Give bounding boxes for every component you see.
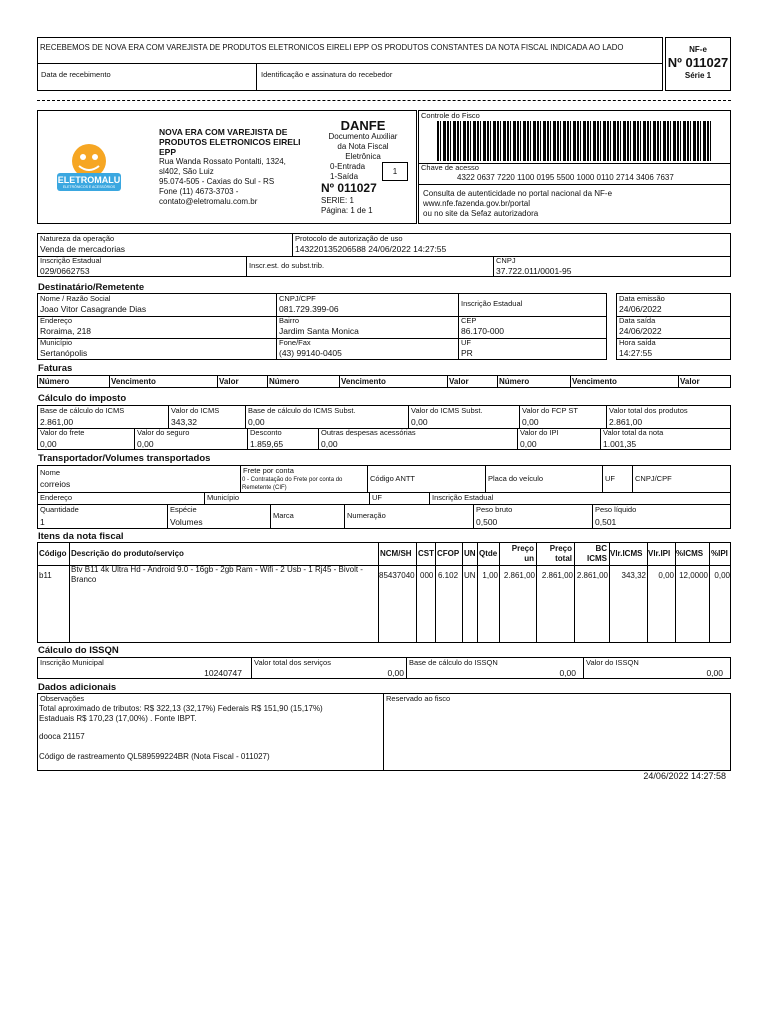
ipi-label: Valor do IPI	[520, 428, 559, 437]
nat-value: Venda de mercadorias	[40, 244, 126, 254]
emitter-box	[37, 110, 417, 224]
fat-col-5: Valor	[449, 377, 469, 386]
h-bc2: ICMS	[587, 554, 607, 563]
danfe-sub3: Eletrônica	[345, 152, 381, 161]
company-addr2: sl402, São Luiz	[159, 167, 214, 176]
t-frete-label: Frete por conta	[243, 466, 294, 475]
outras-label: Outras despesas acessórias	[321, 428, 416, 437]
company-email: contato@eletromalu.com.br	[159, 197, 258, 206]
consult-line2: www.nfe.fazenda.gov.br/portal	[423, 199, 531, 208]
h-pu2: un	[524, 554, 534, 563]
h-pt1: Preço	[549, 544, 572, 553]
row-vipi: 0,00	[658, 571, 674, 580]
bc-label: Base de cálculo do ICMS	[40, 406, 125, 415]
access-key: 4322 0637 7220 1100 0195 5500 1000 0110 2714 3406 7637	[457, 173, 674, 182]
row-pu: 2.861,00	[503, 571, 535, 580]
receipt-stub	[37, 37, 663, 91]
danfe-sub2: da Nota Fiscal	[337, 142, 389, 151]
fat-col-8: Valor	[680, 377, 700, 386]
t-qtd: 1	[40, 517, 45, 527]
cnpj-label: CNPJ	[496, 256, 516, 265]
consult-line1: Consulta de autenticidade no portal nacional da NF-e	[423, 189, 613, 198]
dest-uf-label: UF	[461, 338, 471, 347]
danfe-entrada: 0-Entrada	[330, 162, 366, 171]
total-value: 1.001,35	[603, 439, 637, 449]
t-mun-label: Município	[207, 493, 240, 502]
reserved-label: Reservado ao fisco	[386, 694, 451, 703]
dest-addr: Roraima, 218	[40, 326, 92, 336]
footer-timestamp: 24/06/2022 14:27:58	[643, 771, 726, 781]
obs-line2: Estaduais R$ 170,23 (17,00%) . Fonte IBPT.	[39, 714, 197, 723]
fat-col-1: Vencimento	[111, 377, 156, 386]
row-bc: 2.861,00	[576, 571, 608, 580]
fisco-box	[418, 110, 731, 224]
icmsst-label: Valor do ICMS Subst.	[411, 406, 483, 415]
sai-label: Data saída	[619, 316, 656, 325]
company-name: NOVA ERA COM VAREJISTA DE PRODUTOS ELETRONICOS EIRELI EPP	[159, 127, 301, 157]
obs-line1: Total aproximado de tributos: R$ 322,13 (32,17%) Federais R$ 151,90 (15,17%)	[39, 704, 323, 713]
cnpj-value: 37.722.011/0001-95	[496, 266, 572, 276]
receipt-text: RECEBEMOS DE NOVA ERA COM VAREJISTA DE PRODUTOS ELETRONICOS EIRELI EPP OS PRODUTOS CONSTANTES DA NOTA FISCAL INDICADA AO LADO	[40, 43, 624, 52]
h-pipi: %IPI	[711, 549, 728, 558]
t-uf-label: UF	[605, 474, 615, 483]
fat-col-2: Valor	[219, 377, 239, 386]
t-esp: Volumes	[170, 517, 203, 527]
t-end-label: Endereço	[40, 493, 73, 502]
h-cod: Código	[39, 549, 67, 558]
row-cst: 000	[420, 571, 434, 580]
nat-label: Natureza da operação	[40, 234, 115, 243]
sai-value: 24/06/2022	[619, 326, 662, 336]
danfe-type-box	[382, 162, 408, 181]
dest-uf: PR	[461, 348, 473, 358]
fat-col-0: Número	[39, 377, 70, 386]
t-pb-label: Peso bruto	[476, 505, 513, 514]
row-un: UN	[464, 571, 476, 580]
hora-value: 14:27:55	[619, 348, 653, 358]
dest-cnpj-label: CNPJ/CPF	[279, 294, 316, 303]
dest-ie-label: Inscrição Estadual	[461, 299, 523, 308]
issqn-im: 10240747	[204, 668, 242, 678]
obs-label: Observações	[40, 694, 85, 703]
t-nome: correios	[40, 479, 71, 489]
t-ie-label: Inscrição Estadual	[432, 493, 494, 502]
h-pu1: Preço	[511, 544, 534, 553]
seguro-value: 0,00	[137, 439, 154, 449]
dest-mun-label: Município	[40, 338, 73, 347]
company-logo	[55, 139, 123, 195]
nfe-serie: Série 1	[684, 71, 712, 80]
adic-title: Dados adicionais	[38, 682, 117, 693]
iest-label: Inscr.est. do subst.trib.	[249, 261, 325, 270]
t-placa-label: Placa do veículo	[488, 474, 544, 483]
h-picms: %ICMS	[676, 549, 704, 558]
issqn-bc-label: Base de cálculo do ISSQN	[409, 658, 498, 667]
dest-addr-label: Endereço	[40, 316, 73, 325]
seguro-label: Valor do seguro	[137, 428, 190, 437]
itens-table	[37, 542, 731, 643]
prot-label: Protocolo de autorização de uso	[295, 234, 403, 243]
danfe-saida: 1-Saída	[330, 172, 359, 181]
t-cnpj-label: CNPJ/CPF	[635, 474, 672, 483]
issqn-v: 0,00	[706, 668, 723, 678]
h-ncm: NCM/SH	[380, 549, 412, 558]
obs-line3: dooca 21157	[39, 732, 85, 741]
transp-title: Transportador/Volumes transportados	[38, 453, 211, 464]
prod-value: 2.861,00	[609, 417, 643, 427]
issqn-vs: 0,00	[387, 668, 404, 678]
issqn-bc: 0,00	[559, 668, 576, 678]
frete-label: Valor do frete	[40, 428, 85, 437]
desc-label: Desconto	[250, 428, 282, 437]
row-cod: b11	[39, 571, 52, 580]
t-num-label: Numeração	[347, 511, 386, 520]
t-antt-label: Código ANTT	[370, 474, 416, 483]
bcst-value: 0,00	[248, 417, 265, 427]
h-pt2: total	[555, 554, 572, 563]
h-cst: CST	[418, 549, 434, 558]
fat-col-3: Número	[269, 377, 300, 386]
fcp-label: Valor do FCP ST	[522, 406, 578, 415]
t-pb: 0,500	[476, 517, 498, 527]
cut-line	[37, 100, 731, 101]
dest-mun: Sertanópolis	[40, 348, 88, 358]
dest-name-label: Nome / Razão Social	[40, 294, 111, 303]
row-qtd: 1,00	[482, 571, 498, 580]
danfe-number: Nº 011027	[321, 181, 377, 195]
logo-subtext: ELETRÔNICOS E ACESSÓRIOS	[62, 185, 116, 189]
ie-value: 029/0662753	[40, 266, 90, 276]
fat-col-6: Número	[499, 377, 530, 386]
row-pipi: 0,00	[714, 571, 730, 580]
adic-box	[37, 693, 731, 771]
danfe-serie: SERIE: 1	[321, 196, 354, 205]
dest-bairro: Jardim Santa Monica	[279, 326, 359, 336]
dest-dates-box	[616, 293, 731, 360]
obs-line4: Código de rastreamento QL589599224BR (Nota Fiscal - 011027)	[39, 752, 270, 761]
danfe-type: 1	[392, 167, 398, 176]
t-esp-label: Espécie	[170, 505, 197, 514]
prot-value: 143220135206588 24/06/2022 14:27:55	[295, 244, 447, 254]
row-ncm: 85437040	[379, 571, 415, 580]
emi-label: Data emissão	[619, 294, 665, 303]
fisco-control-label: Controle do Fisco	[421, 111, 480, 120]
itens-title: Itens da nota fiscal	[38, 531, 124, 542]
logo-text: ELETROMALU	[57, 175, 121, 185]
danfe-title: DANFE	[340, 118, 386, 133]
t-uf2-label: UF	[372, 493, 382, 502]
dest-cep-label: CEP	[461, 316, 477, 325]
receipt-sign-label: Identificação e assinatura do recebedor	[261, 70, 393, 79]
hora-label: Hora saída	[619, 338, 656, 347]
outras-value: 0,00	[321, 439, 338, 449]
dest-box	[37, 293, 607, 360]
ie-label: Inscrição Estadual	[40, 256, 102, 265]
company-addr1: Rua Wanda Rossato Pontalti, 1324,	[159, 157, 286, 166]
t-pl-label: Peso líquido	[595, 505, 637, 514]
company-phone: Fone (11) 4673-3703 -	[159, 187, 239, 196]
frete-value: 0,00	[40, 439, 57, 449]
danfe-sub1: Documento Auxiliar	[328, 132, 398, 141]
t-marca-label: Marca	[273, 511, 294, 520]
t-nome-label: Nome	[40, 468, 61, 477]
h-cfop: CFOP	[437, 549, 460, 558]
issqn-box	[37, 657, 731, 679]
dest-name: Joao Vitor Casagrande Dias	[40, 304, 147, 314]
icms-value: 343,32	[171, 417, 197, 427]
dest-cnpj: 081.729.399-06	[279, 304, 339, 314]
row-cfop: 6.102	[438, 571, 459, 580]
nfe-label: NF-e	[689, 45, 707, 54]
nfe-number: Nº 011027	[667, 55, 729, 70]
t-frete: 0 - Contratação do Frete por conta do Remetente (CIF)	[242, 477, 343, 491]
operation-box	[37, 233, 731, 277]
consult-line3: ou no site da Sefaz autorizadora	[423, 209, 539, 218]
desc-value: 1.859,65	[250, 439, 284, 449]
h-qtd: Qtde	[479, 549, 498, 558]
barcode	[437, 121, 713, 161]
prod-label: Valor total dos produtos	[609, 406, 688, 415]
imposto-box	[37, 405, 731, 450]
h-bc1: BC	[595, 544, 607, 553]
total-label: Valor total da nota	[603, 428, 664, 437]
issqn-vs-label: Valor total dos serviços	[254, 658, 331, 667]
fat-col-4: Vencimento	[341, 377, 386, 386]
icms-label: Valor do ICMS	[171, 406, 220, 415]
dest-cep: 86.170-000	[461, 326, 505, 336]
h-vicms: Vlr.ICMS	[610, 549, 643, 558]
faturas-box	[37, 375, 731, 388]
row-vicms: 343,32	[621, 571, 646, 580]
access-key-label: Chave de acesso	[421, 163, 479, 172]
h-desc: Descrição do produto/serviço	[71, 549, 184, 558]
faturas-title: Faturas	[38, 363, 73, 374]
dest-fone: (43) 99140-0405	[279, 348, 342, 358]
company-addr3: 95.074-505 - Caxias do Sul - RS	[159, 177, 275, 186]
receipt-nfe-box	[665, 37, 731, 91]
fat-col-7: Vencimento	[572, 377, 617, 386]
receipt-date-label: Data de recebimento	[41, 70, 111, 79]
imposto-title: Cálculo do imposto	[38, 393, 127, 404]
dest-fone-label: Fone/Fax	[279, 338, 311, 347]
emi-value: 24/06/2022	[619, 304, 662, 314]
row-desc: Btv B11 4k Ultra Hd - Android 9.0 - 16gb - 2gb Ram - Wifi - 2 Usb - 1 Rj45 - Bivolt - Branco	[71, 565, 363, 584]
bc-value: 2.861,00	[40, 417, 74, 427]
t-qtd-label: Quantidade	[40, 505, 79, 514]
row-pt: 2.861,00	[541, 571, 573, 580]
bcst-label: Base de cálculo do ICMS Subst.	[248, 406, 356, 415]
row-picms: 12,0000	[679, 571, 708, 580]
h-un: UN	[464, 549, 476, 558]
dest-bairro-label: Bairro	[279, 316, 300, 325]
transp-box	[37, 465, 731, 529]
dest-title: Destinatário/Remetente	[38, 282, 145, 293]
fcp-value: 0,00	[522, 417, 539, 427]
ipi-value: 0,00	[520, 439, 537, 449]
issqn-im-label: Inscrição Municipal	[40, 658, 104, 667]
danfe-page: Página: 1 de 1	[321, 206, 373, 215]
issqn-v-label: Valor do ISSQN	[586, 658, 639, 667]
t-pl: 0,501	[595, 517, 617, 527]
issqn-title: Cálculo do ISSQN	[38, 645, 119, 656]
icmsst-value: 0,00	[411, 417, 428, 427]
h-vipi: Vlr.IPI	[648, 549, 671, 558]
